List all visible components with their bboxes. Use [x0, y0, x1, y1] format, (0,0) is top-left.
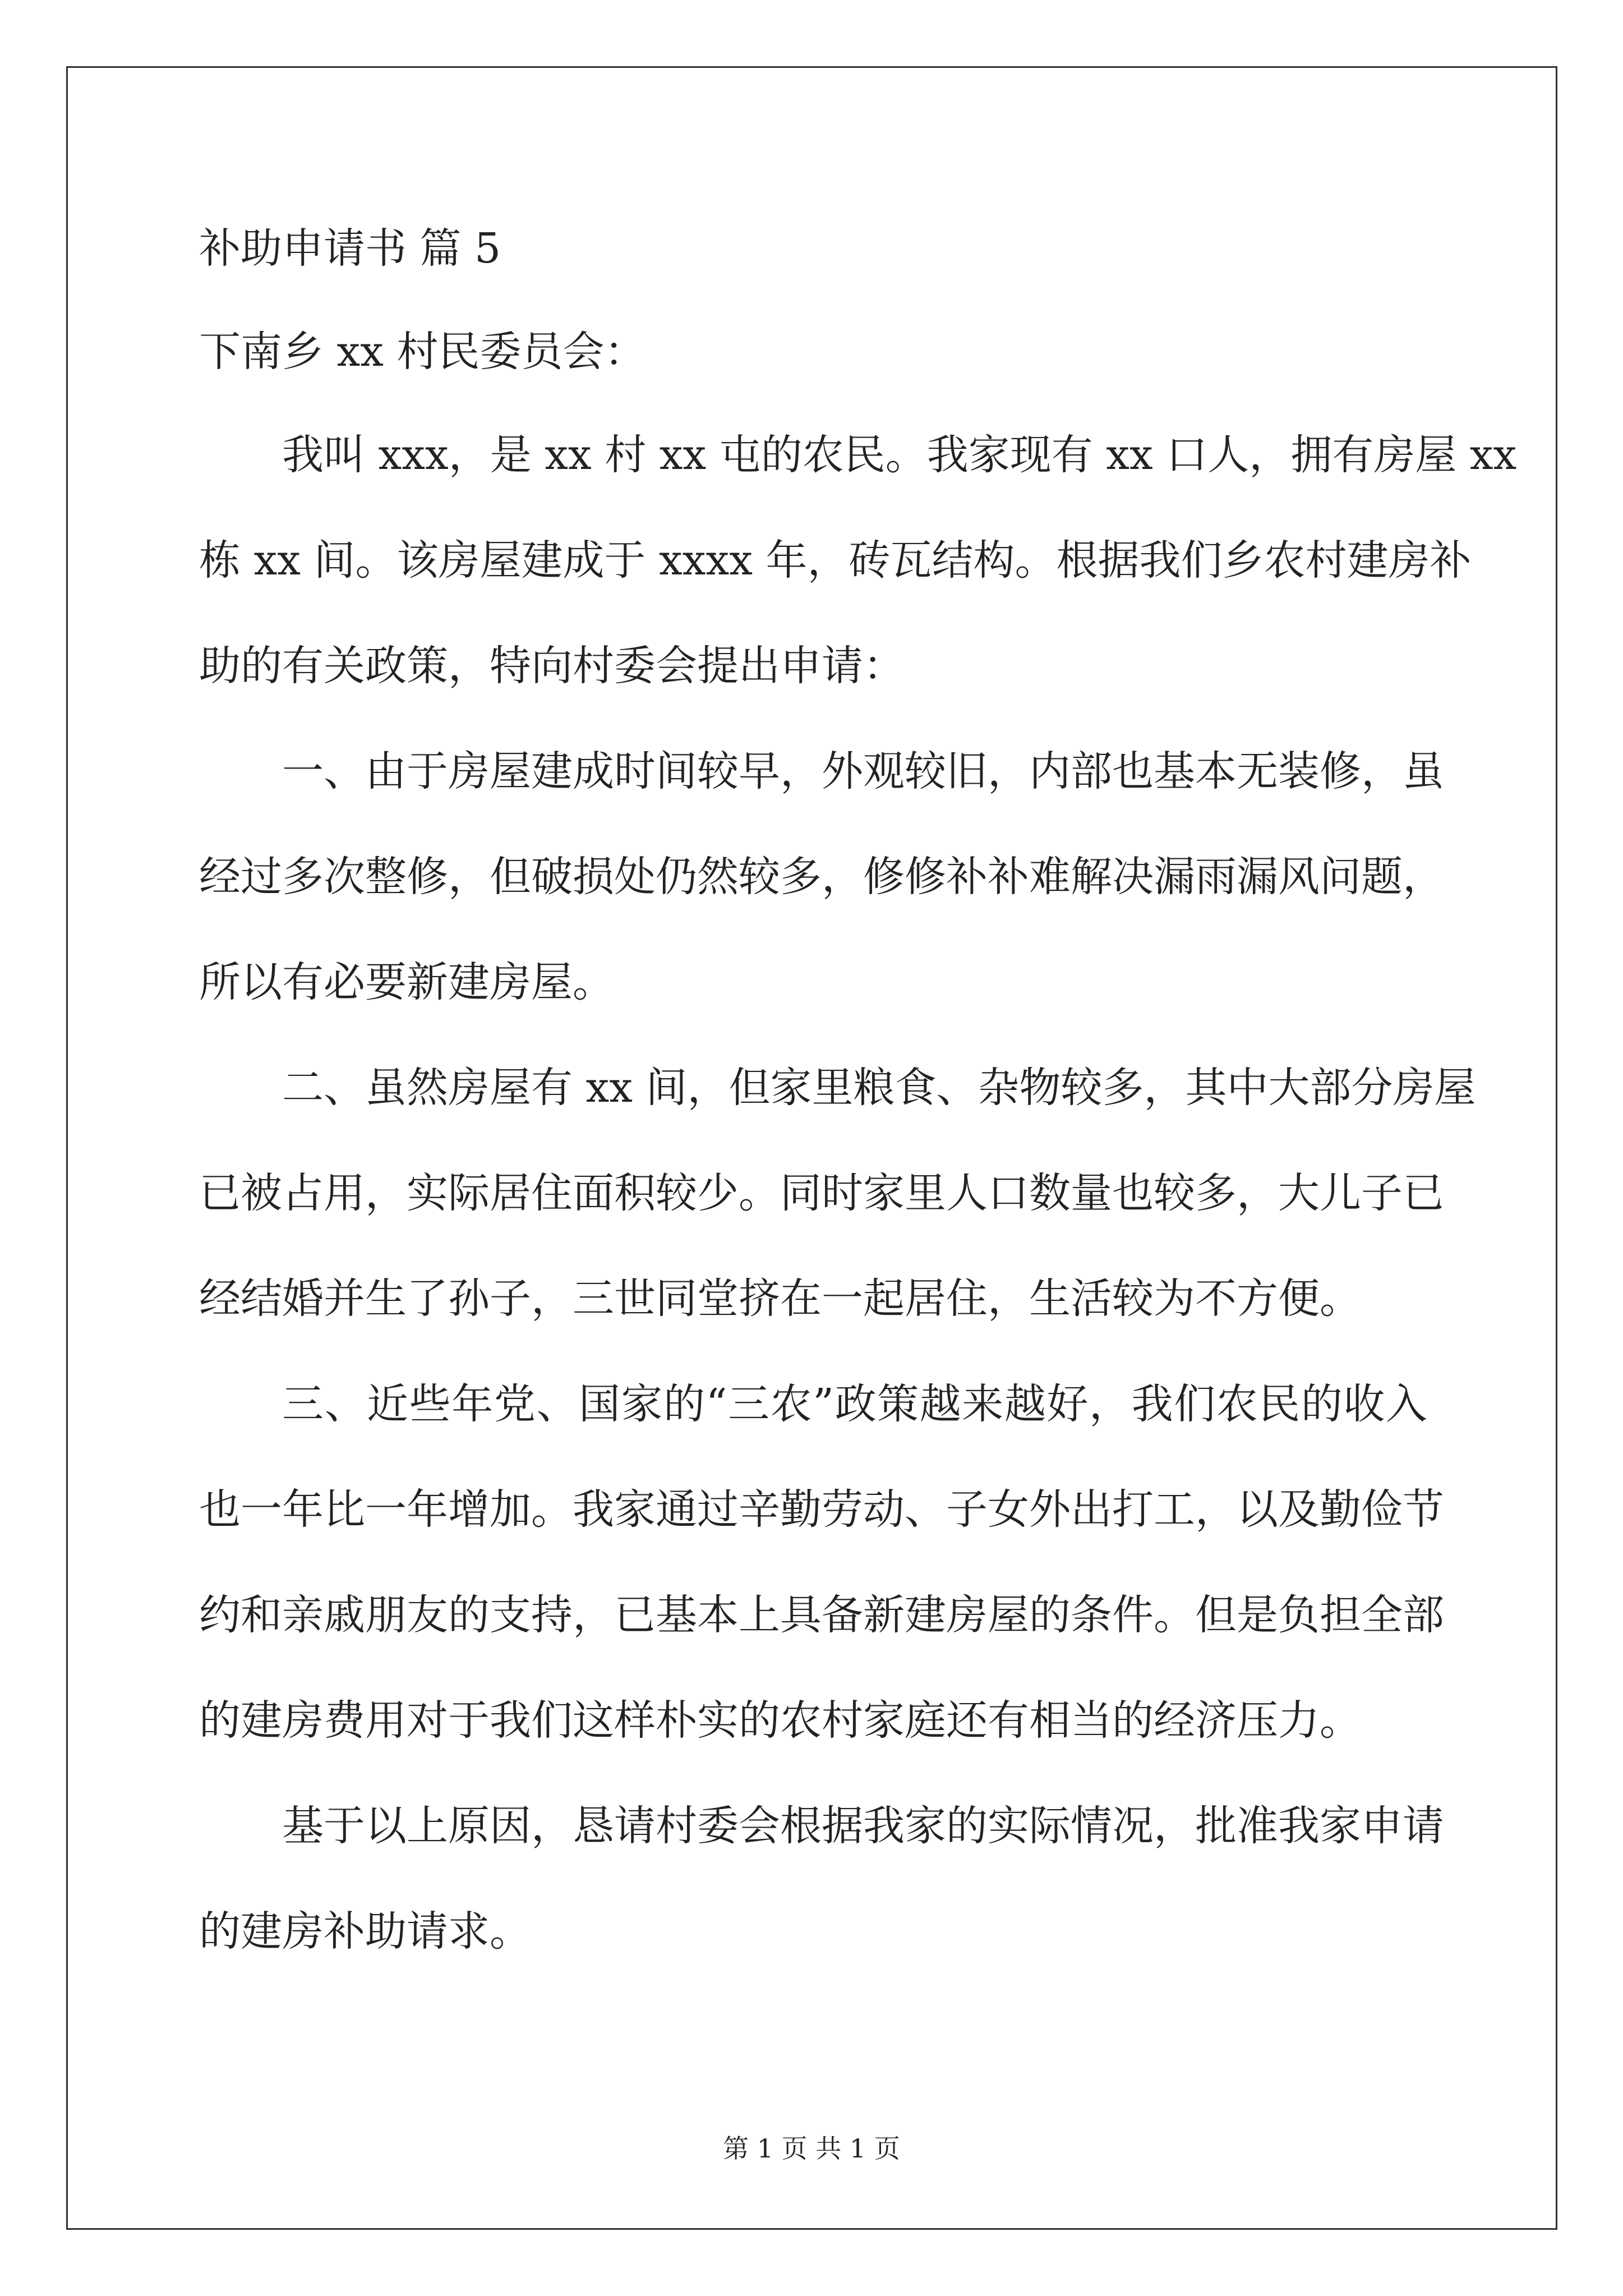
paragraph	[199, 1061, 1476, 1326]
paragraph-line: 经结婚并生了孙子，三世同堂挤在一起居住，生活较为不方便。	[199, 1274, 1361, 1323]
paragraph-line: 基于以上原因，恳请村委会根据我家的实际情况，批准我家申请	[282, 1802, 1444, 1850]
paragraph-line: 所以有必要新建房屋。	[199, 958, 614, 1006]
paragraph-line: 我叫 xxx，是 xx 村 xx 屯的农民。我家现有 xx 口人，拥有房屋 xx	[282, 431, 1517, 479]
salutation: 下南乡 xx 村民委员会：	[199, 328, 646, 376]
paragraph	[199, 744, 1444, 1009]
paragraph-line: 二、虽然房屋有 xx 间，但家里粮食、杂物较多，其中大部分房屋	[282, 1064, 1476, 1112]
paragraph-line: 助的有关政策，特向村委会提出申请：	[199, 642, 905, 690]
document-body	[199, 222, 1517, 2010]
paragraph	[199, 1377, 1444, 1747]
paragraph	[199, 1799, 1444, 1958]
paragraph-line: 已被占用，实际居住面积较少。同时家里人口数量也较多，大儿子已	[199, 1169, 1444, 1217]
paragraph-line: 一、由于房屋建成时间较早，外观较旧，内部也基本无装修，虽	[282, 747, 1444, 795]
paragraph-line: 约和亲戚朋友的支持，已基本上具备新建房屋的条件。但是负担全部	[199, 1591, 1444, 1639]
page-number-footer: 第 1 页 共 1 页	[723, 2133, 900, 2164]
paragraph-line: 也一年比一年增加。我家通过辛勤劳动、子女外出打工，以及勤俭节	[199, 1485, 1444, 1534]
paragraph-line: 经过多次整修，但破损处仍然较多，修修补补难解决漏雨漏风问题，	[199, 853, 1444, 901]
paragraph-line: 的建房补助请求。	[199, 1907, 531, 1955]
document-title: 补助申请书 篇 5	[199, 224, 501, 273]
paragraph-line: 栋 xx 间。该房屋建成于 xxxx 年，砖瓦结构。根据我们乡农村建房补	[199, 536, 1472, 585]
paragraph	[199, 428, 1517, 693]
paragraph-line: 的建房费用对于我们这样朴实的农村家庭还有相当的经济压力。	[199, 1696, 1361, 1745]
paragraph-line: 三、近些年党、国家的“三农”政策越来越好，我们农民的收入	[282, 1380, 1427, 1428]
